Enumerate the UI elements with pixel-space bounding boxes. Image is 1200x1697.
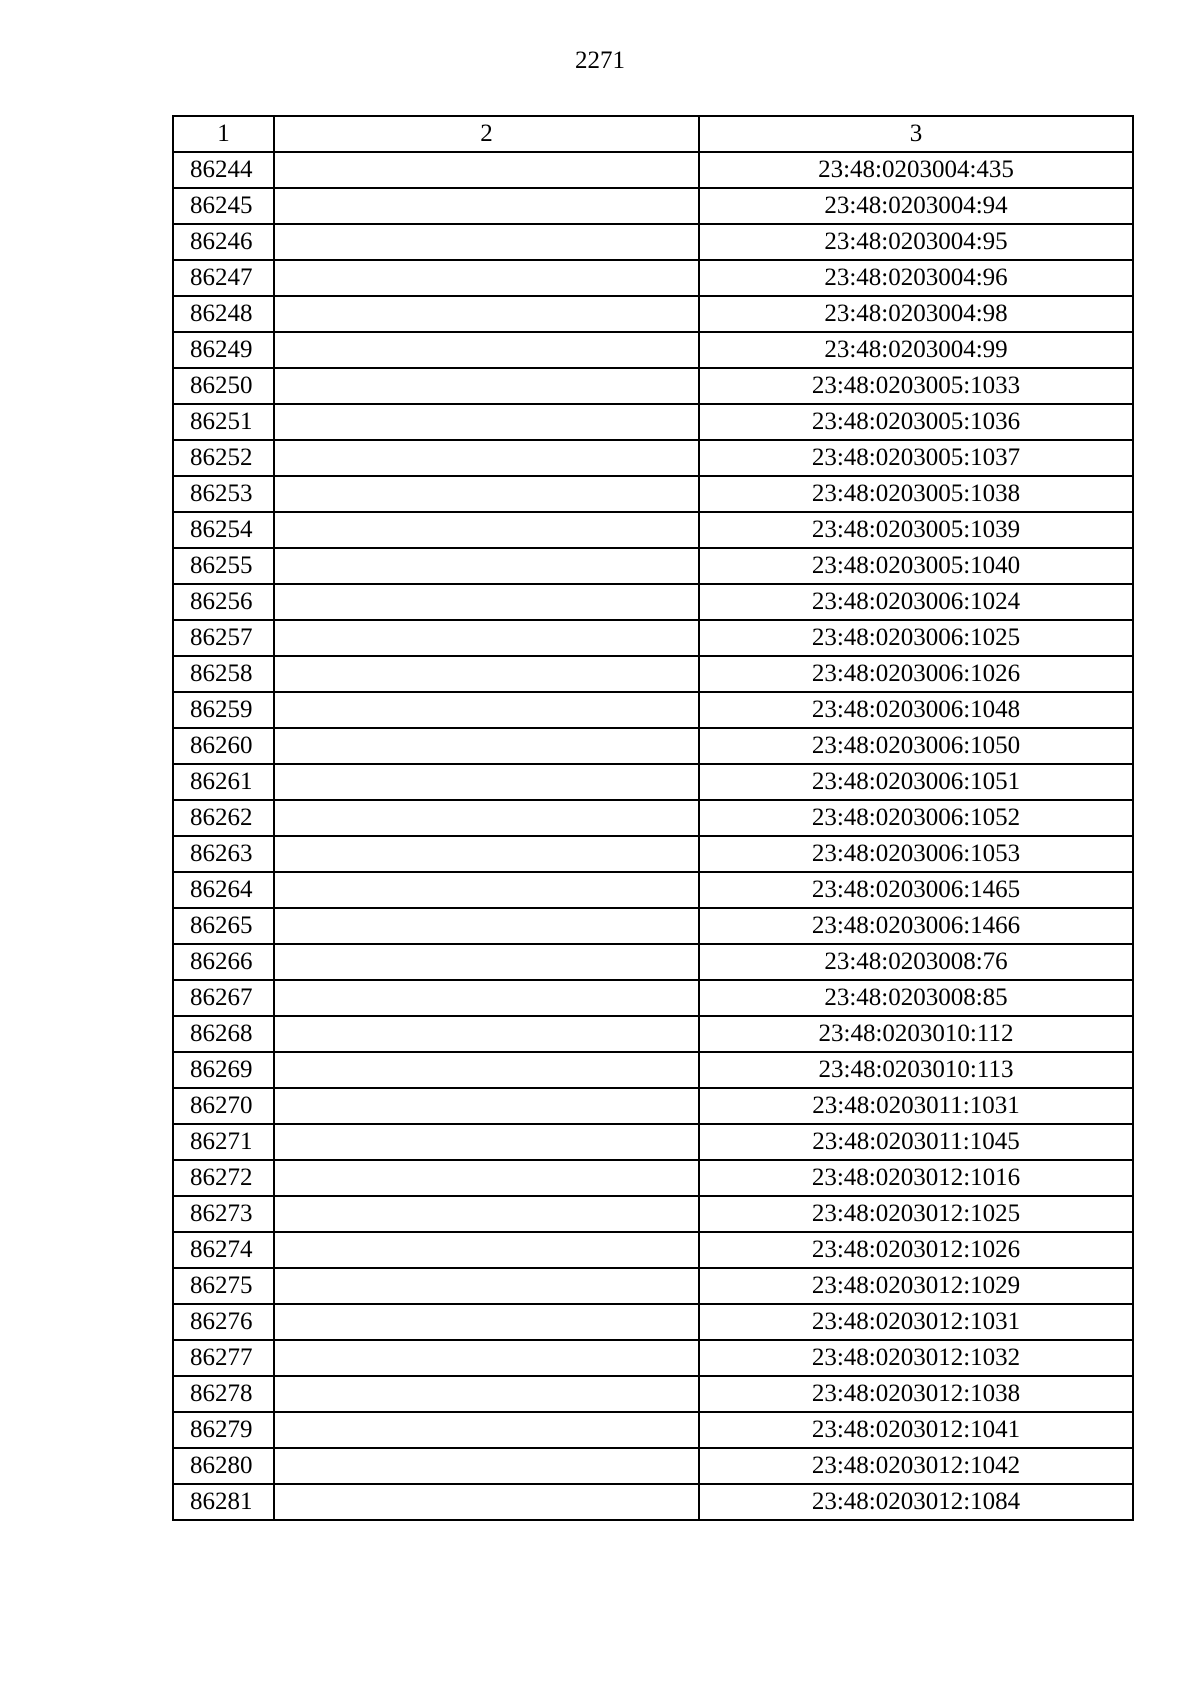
row-number-cell: 86274	[173, 1232, 274, 1268]
row-name-cell	[274, 1088, 699, 1124]
cadastral-number-cell: 23:48:0203004:96	[699, 260, 1133, 296]
row-name-cell	[274, 296, 699, 332]
table-row	[173, 260, 1133, 296]
row-name-cell	[274, 872, 699, 908]
cadastral-number-cell: 23:48:0203005:1039	[699, 512, 1133, 548]
row-number-cell: 86253	[173, 476, 274, 512]
row-number-cell: 86258	[173, 656, 274, 692]
row-number-cell: 86259	[173, 692, 274, 728]
row-name-cell	[274, 152, 699, 188]
row-number-cell: 86281	[173, 1484, 274, 1520]
row-number-cell: 86272	[173, 1160, 274, 1196]
cadastral-number-cell: 23:48:0203006:1026	[699, 656, 1133, 692]
cadastral-number-cell: 23:48:0203006:1024	[699, 584, 1133, 620]
table-row	[173, 584, 1133, 620]
cadastral-number-cell: 23:48:0203005:1036	[699, 404, 1133, 440]
row-name-cell	[274, 692, 699, 728]
row-number-cell: 86244	[173, 152, 274, 188]
row-name-cell	[274, 908, 699, 944]
row-number-cell: 86277	[173, 1340, 274, 1376]
table-row	[173, 620, 1133, 656]
cadastral-number-cell: 23:48:0203012:1042	[699, 1448, 1133, 1484]
row-name-cell	[274, 1196, 699, 1232]
cadastral-number-cell: 23:48:0203004:435	[699, 152, 1133, 188]
row-name-cell	[274, 836, 699, 872]
table-row	[173, 224, 1133, 260]
row-number-cell: 86247	[173, 260, 274, 296]
table-row	[173, 512, 1133, 548]
cadastral-number-cell: 23:48:0203006:1050	[699, 728, 1133, 764]
cadastral-number-cell: 23:48:0203005:1040	[699, 548, 1133, 584]
row-number-cell: 86270	[173, 1088, 274, 1124]
row-number-cell: 86246	[173, 224, 274, 260]
row-number-cell: 86264	[173, 872, 274, 908]
table-row	[173, 440, 1133, 476]
cadastral-number-cell: 23:48:0203012:1026	[699, 1232, 1133, 1268]
table-row	[173, 1448, 1133, 1484]
cadastral-number-cell: 23:48:0203004:99	[699, 332, 1133, 368]
cadastral-number-cell: 23:48:0203010:112	[699, 1016, 1133, 1052]
row-number-cell: 86255	[173, 548, 274, 584]
row-number-cell: 86280	[173, 1448, 274, 1484]
table-row	[173, 764, 1133, 800]
row-name-cell	[274, 1160, 699, 1196]
row-number-cell: 86269	[173, 1052, 274, 1088]
row-number-cell: 86278	[173, 1376, 274, 1412]
table-body	[173, 152, 1133, 1520]
row-name-cell	[274, 764, 699, 800]
table-row	[173, 368, 1133, 404]
row-name-cell	[274, 512, 699, 548]
header-col-3: 3	[699, 116, 1133, 152]
row-name-cell	[274, 620, 699, 656]
cadastral-number-cell: 23:48:0203008:76	[699, 944, 1133, 980]
row-number-cell: 86276	[173, 1304, 274, 1340]
row-number-cell: 86273	[173, 1196, 274, 1232]
table-row	[173, 152, 1133, 188]
table-row	[173, 1268, 1133, 1304]
table-row	[173, 692, 1133, 728]
row-name-cell	[274, 1304, 699, 1340]
row-name-cell	[274, 1448, 699, 1484]
table-row	[173, 1088, 1133, 1124]
page-number: 2271	[575, 47, 625, 74]
row-name-cell	[274, 1232, 699, 1268]
row-name-cell	[274, 476, 699, 512]
cadastral-number-cell: 23:48:0203011:1045	[699, 1124, 1133, 1160]
table-row	[173, 1304, 1133, 1340]
cadastral-number-cell: 23:48:0203005:1038	[699, 476, 1133, 512]
cadastral-number-cell: 23:48:0203004:98	[699, 296, 1133, 332]
cadastral-number-cell: 23:48:0203012:1038	[699, 1376, 1133, 1412]
row-number-cell: 86279	[173, 1412, 274, 1448]
row-number-cell: 86271	[173, 1124, 274, 1160]
row-number-cell: 86245	[173, 188, 274, 224]
table-row	[173, 1376, 1133, 1412]
cadastral-number-cell: 23:48:0203012:1031	[699, 1304, 1133, 1340]
cadastral-number-cell: 23:48:0203010:113	[699, 1052, 1133, 1088]
cadastral-number-cell: 23:48:0203004:95	[699, 224, 1133, 260]
row-number-cell: 86256	[173, 584, 274, 620]
row-number-cell: 86249	[173, 332, 274, 368]
row-number-cell: 86251	[173, 404, 274, 440]
row-number-cell: 86257	[173, 620, 274, 656]
row-number-cell: 86260	[173, 728, 274, 764]
row-name-cell	[274, 728, 699, 764]
row-number-cell: 86248	[173, 296, 274, 332]
table-row	[173, 1124, 1133, 1160]
row-name-cell	[274, 800, 699, 836]
cadastral-number-cell: 23:48:0203012:1041	[699, 1412, 1133, 1448]
table-row	[173, 332, 1133, 368]
header-col-1: 1	[173, 116, 274, 152]
table-row	[173, 800, 1133, 836]
row-number-cell: 86265	[173, 908, 274, 944]
row-name-cell	[274, 1412, 699, 1448]
row-name-cell	[274, 1340, 699, 1376]
table-row	[173, 296, 1133, 332]
row-number-cell: 86261	[173, 764, 274, 800]
cadastral-number-cell: 23:48:0203005:1033	[699, 368, 1133, 404]
cadastral-number-cell: 23:48:0203006:1052	[699, 800, 1133, 836]
row-name-cell	[274, 404, 699, 440]
table-header	[173, 116, 1133, 152]
row-name-cell	[274, 944, 699, 980]
registry-table	[172, 115, 1134, 1521]
row-number-cell: 86275	[173, 1268, 274, 1304]
row-name-cell	[274, 656, 699, 692]
row-name-cell	[274, 548, 699, 584]
cadastral-number-cell: 23:48:0203006:1048	[699, 692, 1133, 728]
table-row	[173, 1232, 1133, 1268]
table-row	[173, 404, 1133, 440]
cadastral-number-cell: 23:48:0203012:1025	[699, 1196, 1133, 1232]
row-number-cell: 86252	[173, 440, 274, 476]
cadastral-number-cell: 23:48:0203006:1053	[699, 836, 1133, 872]
cadastral-number-cell: 23:48:0203012:1029	[699, 1268, 1133, 1304]
cadastral-number-cell: 23:48:0203012:1084	[699, 1484, 1133, 1520]
row-name-cell	[274, 368, 699, 404]
row-name-cell	[274, 332, 699, 368]
cadastral-number-cell: 23:48:0203004:94	[699, 188, 1133, 224]
cadastral-number-cell: 23:48:0203012:1016	[699, 1160, 1133, 1196]
row-name-cell	[274, 224, 699, 260]
table-row	[173, 188, 1133, 224]
row-name-cell	[274, 1484, 699, 1520]
table-row	[173, 836, 1133, 872]
table-row	[173, 872, 1133, 908]
cadastral-number-cell: 23:48:0203006:1465	[699, 872, 1133, 908]
table-row	[173, 1412, 1133, 1448]
cadastral-number-cell: 23:48:0203006:1025	[699, 620, 1133, 656]
header-col-2: 2	[274, 116, 699, 152]
row-name-cell	[274, 1124, 699, 1160]
cadastral-number-cell: 23:48:0203008:85	[699, 980, 1133, 1016]
cadastral-number-cell: 23:48:0203005:1037	[699, 440, 1133, 476]
row-name-cell	[274, 1052, 699, 1088]
table-row	[173, 1340, 1133, 1376]
row-name-cell	[274, 440, 699, 476]
row-number-cell: 86254	[173, 512, 274, 548]
table-row	[173, 548, 1133, 584]
table-row	[173, 1160, 1133, 1196]
row-number-cell: 86267	[173, 980, 274, 1016]
row-name-cell	[274, 188, 699, 224]
row-name-cell	[274, 1016, 699, 1052]
table-row	[173, 728, 1133, 764]
row-name-cell	[274, 1376, 699, 1412]
cadastral-number-cell: 23:48:0203012:1032	[699, 1340, 1133, 1376]
header-row	[173, 116, 1133, 152]
table-row	[173, 908, 1133, 944]
table-row	[173, 1016, 1133, 1052]
table-row	[173, 980, 1133, 1016]
row-number-cell: 86262	[173, 800, 274, 836]
cadastral-number-cell: 23:48:0203011:1031	[699, 1088, 1133, 1124]
row-name-cell	[274, 980, 699, 1016]
table-row	[173, 1196, 1133, 1232]
table-row	[173, 656, 1133, 692]
table-row	[173, 476, 1133, 512]
row-number-cell: 86268	[173, 1016, 274, 1052]
cadastral-number-cell: 23:48:0203006:1466	[699, 908, 1133, 944]
row-number-cell: 86250	[173, 368, 274, 404]
row-name-cell	[274, 584, 699, 620]
row-number-cell: 86263	[173, 836, 274, 872]
table-row	[173, 1484, 1133, 1520]
table-row	[173, 1052, 1133, 1088]
row-name-cell	[274, 260, 699, 296]
table-row	[173, 944, 1133, 980]
cadastral-number-cell: 23:48:0203006:1051	[699, 764, 1133, 800]
row-number-cell: 86266	[173, 944, 274, 980]
row-name-cell	[274, 1268, 699, 1304]
